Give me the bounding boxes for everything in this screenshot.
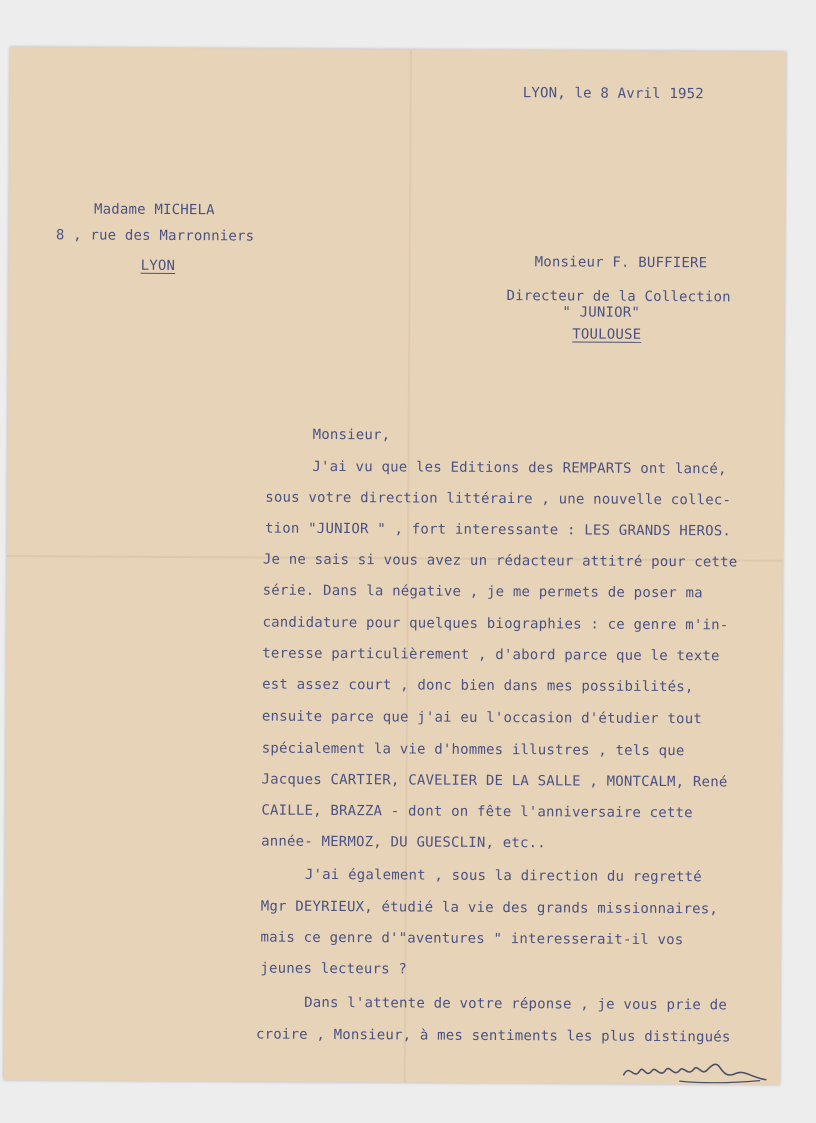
- body-line: Mgr DEYRIEUX, étudié la vie des grands missionnaires,: [260, 898, 719, 918]
- letter-sheet: [4, 47, 786, 1085]
- body-line: tion "JUNIOR " , fort interessante : LES GRANDS HEROS.: [265, 520, 732, 540]
- recipient-city: TOULOUSE: [572, 326, 642, 343]
- body-line: CAILLE, BRAZZA - dont on fête l'anniversaire cette: [261, 802, 693, 822]
- body-line: jeunes lecteurs ?: [260, 960, 408, 978]
- handwritten-signature-icon: [620, 1055, 770, 1086]
- body-line: croire , Monsieur, à mes sentiments les plus distingués: [255, 1026, 731, 1046]
- body-line: est assez court , donc bien dans mes possibilités,: [262, 676, 694, 696]
- body-line: série. Dans la négative , je me permets de poser ma: [262, 582, 703, 602]
- body-line: candidature pour quelques biographies : ce genre m'in-: [262, 614, 729, 634]
- recipient-name: Monsieur F. BUFFIERE: [534, 254, 708, 272]
- letter-date: LYON, le 8 Avril 1952: [522, 85, 704, 103]
- recipient-title: Directeur de la Collection: [506, 288, 731, 306]
- body-line: sous votre direction littéraire , une nouvelle collec-: [265, 489, 732, 509]
- body-line: ensuite parce que j'ai eu l'occasion d'étudier tout: [261, 708, 703, 728]
- body-line: mais ce genre d'"aventures " interesserait-il vos: [260, 929, 684, 949]
- body-line: Je ne sais si vous avez un rédacteur attitré pour cette: [262, 551, 738, 571]
- recipient-collection: " JUNIOR": [562, 304, 641, 321]
- body-line: Jacques CARTIER, CAVELIER DE LA SALLE , MONTCALM, René: [261, 771, 728, 791]
- body-line: spécialement la vie d'hommes illustres , tels que: [261, 740, 685, 760]
- body-line: année- MERMOZ, DU GUESCLIN, etc..: [261, 833, 546, 852]
- sender-street: 8 , rue des Marronniers: [55, 227, 255, 245]
- body-line: teresse particulièrement , d'abord parce que le texte: [262, 645, 720, 665]
- sender-name: Madame MICHELA: [93, 201, 215, 219]
- body-line: J'ai vu que les Editions des REMPARTS ont lancé,: [312, 458, 727, 478]
- salutation: Monsieur,: [312, 426, 391, 444]
- body-line: J'ai également , sous la direction du regretté: [304, 866, 702, 886]
- body-line: Dans l'attente de votre réponse , je vous prie de: [304, 994, 728, 1014]
- sender-city: LYON: [140, 257, 176, 275]
